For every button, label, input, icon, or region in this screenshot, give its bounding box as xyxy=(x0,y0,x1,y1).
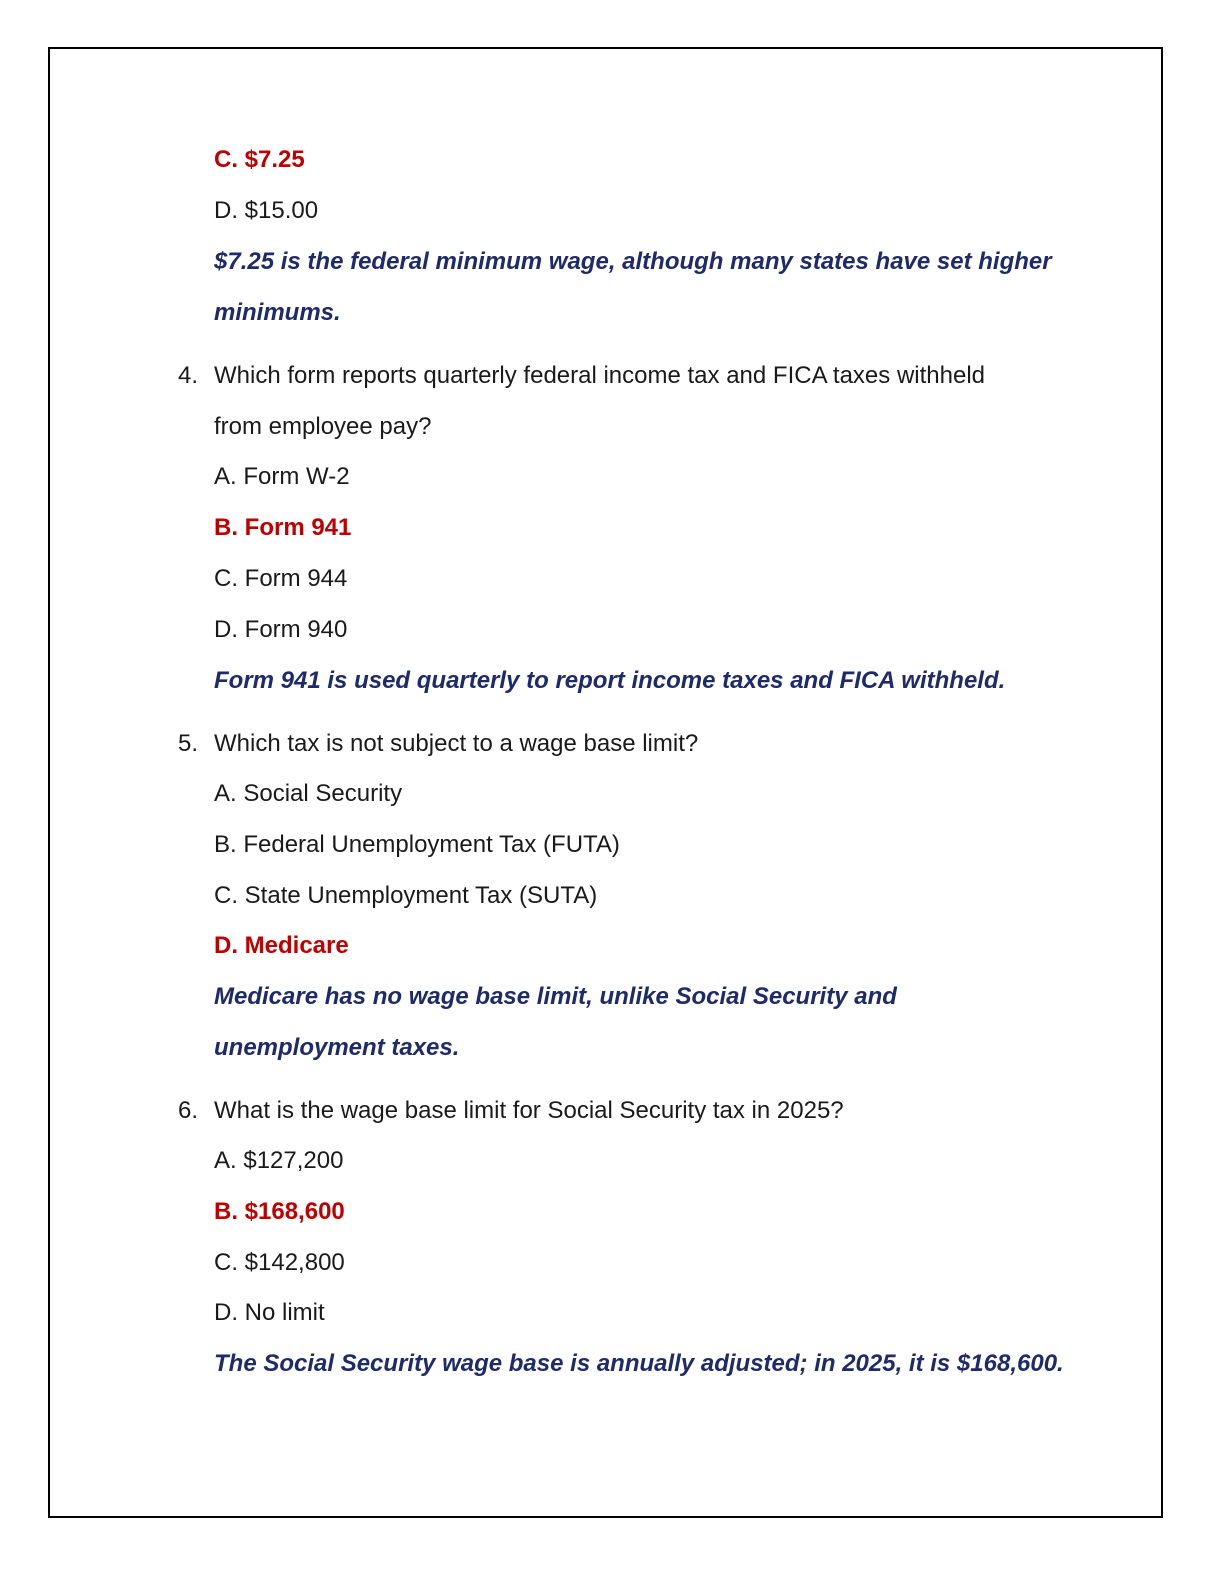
q5-explanation-line1: Medicare has no wage base limit, unlike Social Security and xyxy=(214,983,897,1010)
q6-option-a: A. $127,200 xyxy=(214,1147,344,1174)
q3-option-c-correct: C. $7.25 xyxy=(214,146,305,173)
q4-number: 4. xyxy=(178,362,199,389)
q3-explanation-line1: $7.25 is the federal minimum wage, although many states have set higher xyxy=(214,248,1052,275)
q4-explanation-line1: Form 941 is used quarterly to report income taxes and FICA withheld. xyxy=(214,667,1006,694)
q5-option-d-correct: D. Medicare xyxy=(214,932,349,959)
q3-option-d: D. $15.00 xyxy=(214,197,319,224)
q6-option-c: C. $142,800 xyxy=(214,1249,345,1276)
q6-number: 6. xyxy=(178,1097,199,1124)
q4-option-b-correct: B. Form 941 xyxy=(214,514,352,541)
q5-number: 5. xyxy=(178,730,199,757)
q4-option-c: C. Form 944 xyxy=(214,565,348,592)
q4-option-a: A. Form W-2 xyxy=(214,463,350,490)
q4-text-line2: from employee pay? xyxy=(214,413,432,440)
q6-option-b-correct: B. $168,600 xyxy=(214,1198,345,1225)
q4-option-d: D. Form 940 xyxy=(214,616,348,643)
q5-explanation-line2: unemployment taxes. xyxy=(214,1034,460,1061)
q6-text-line1: What is the wage base limit for Social Security tax in 2025? xyxy=(214,1097,844,1124)
q6-option-d: D. No limit xyxy=(214,1299,325,1326)
q5-text-line1: Which tax is not subject to a wage base limit? xyxy=(214,730,699,757)
q4-text-line1: Which form reports quarterly federal income tax and FICA taxes withheld xyxy=(214,362,985,389)
q3-explanation-line2: minimums. xyxy=(214,299,341,326)
q5-option-a: A. Social Security xyxy=(214,780,403,807)
q5-option-c: C. State Unemployment Tax (SUTA) xyxy=(214,882,598,909)
q6-explanation-line1: The Social Security wage base is annually adjusted; in 2025, it is $168,600. xyxy=(214,1350,1064,1377)
q5-option-b: B. Federal Unemployment Tax (FUTA) xyxy=(214,831,620,858)
